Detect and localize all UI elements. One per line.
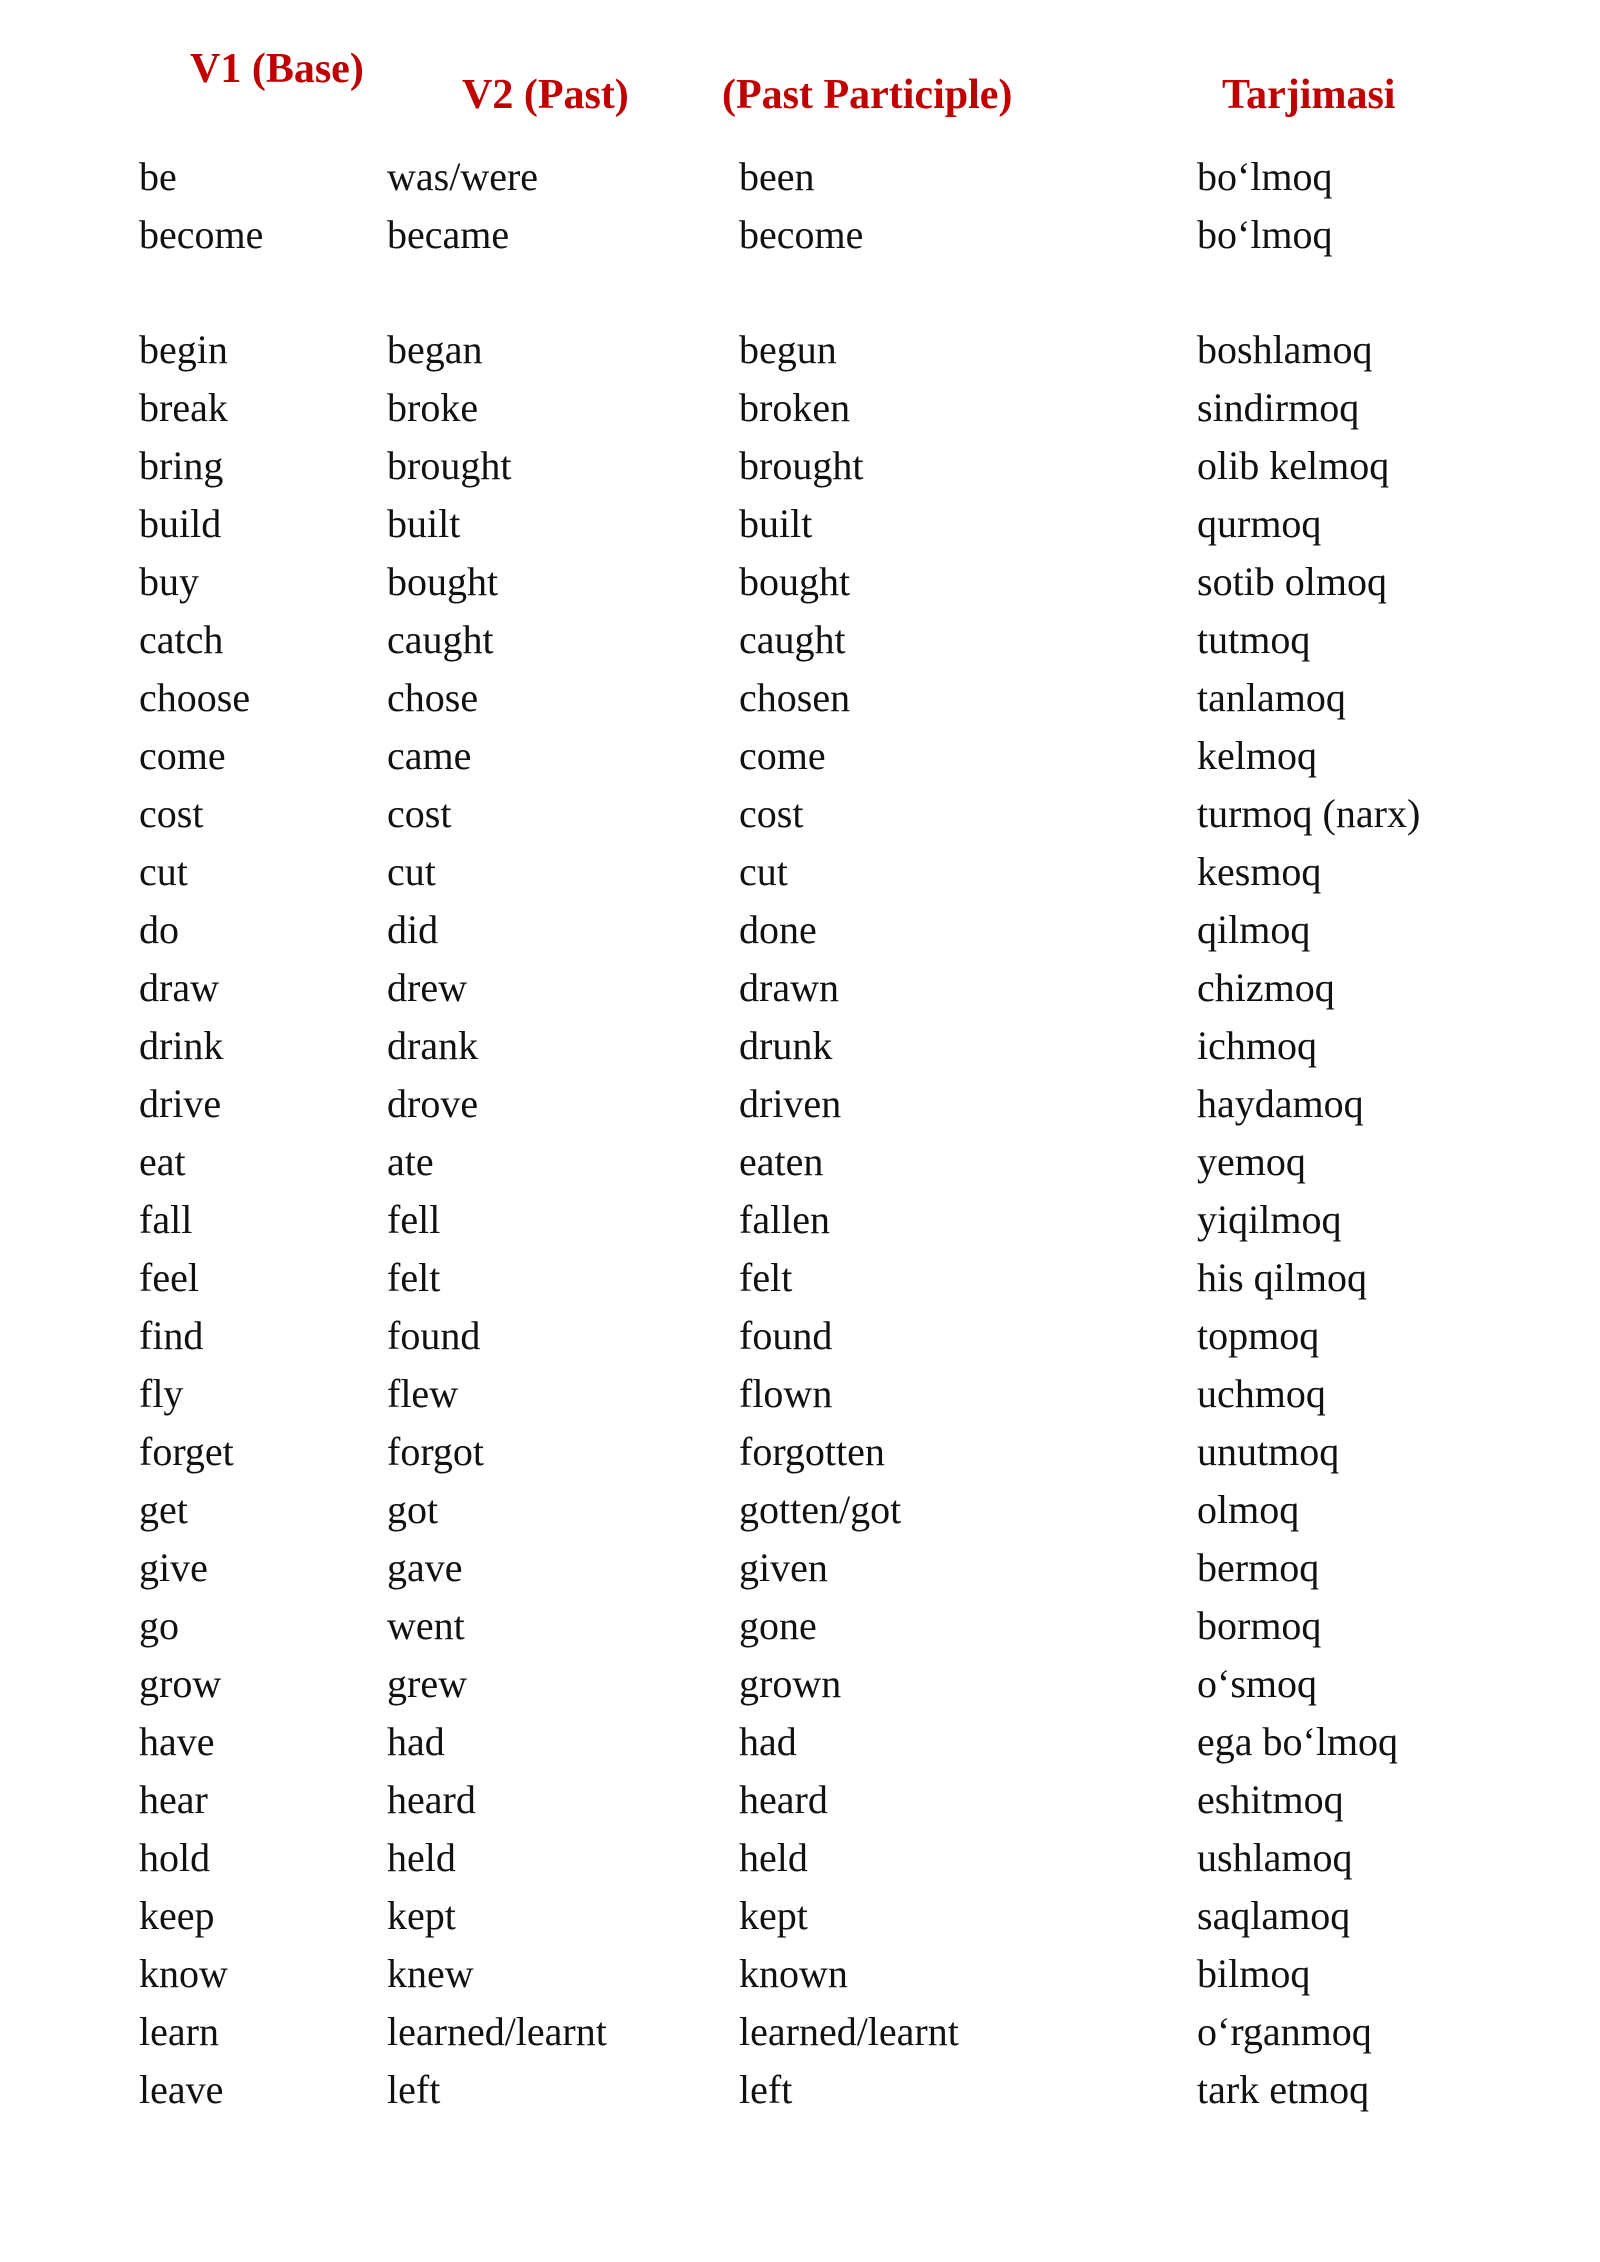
cell-past-participle: known: [739, 1951, 848, 1996]
cell-translation: tutmoq: [1197, 617, 1311, 662]
cell-past-participle: driven: [739, 1081, 842, 1126]
cell-past: grew: [387, 1661, 467, 1706]
cell-translation: tark etmoq: [1197, 2067, 1370, 2112]
cell-base: fall: [139, 1197, 193, 1242]
table-row: [0, 1191, 1600, 1249]
cell-past: forgot: [387, 1429, 485, 1474]
cell-past: came: [387, 733, 472, 778]
cell-translation: qilmoq: [1197, 907, 1311, 952]
cell-past-participle: come: [739, 733, 826, 778]
cell-past: left: [387, 2067, 441, 2112]
table-row: [0, 901, 1600, 959]
cell-past: caught: [387, 617, 494, 662]
cell-past: went: [387, 1603, 465, 1648]
table-row: [0, 1075, 1600, 1133]
cell-past-participle: had: [739, 1719, 797, 1764]
cell-base: do: [139, 907, 179, 952]
cell-translation: topmoq: [1197, 1313, 1320, 1358]
cell-translation: turmoq (narx): [1197, 791, 1421, 836]
cell-past: chose: [387, 675, 479, 720]
cell-translation: sindirmoq: [1197, 385, 1360, 430]
cell-base: cost: [139, 791, 204, 836]
cell-past-participle: given: [739, 1545, 828, 1590]
cell-translation: qurmoq: [1197, 501, 1322, 546]
table-row: [0, 1365, 1600, 1423]
cell-past: got: [387, 1487, 439, 1532]
cell-base: feel: [139, 1255, 199, 1300]
cell-base: know: [139, 1951, 228, 1996]
cell-past-participle: eaten: [739, 1139, 824, 1184]
cell-base: come: [139, 733, 226, 778]
cell-base: drink: [139, 1023, 224, 1068]
cell-base: get: [139, 1487, 188, 1532]
cell-past-participle: chosen: [739, 675, 851, 720]
cell-translation: chizmoq: [1197, 965, 1335, 1010]
cell-translation: yiqilmoq: [1197, 1197, 1342, 1242]
cell-past: began: [387, 327, 483, 372]
table-row: [0, 785, 1600, 843]
cell-base: buy: [139, 559, 199, 604]
cell-past-participle: brought: [739, 443, 864, 488]
cell-translation: bormoq: [1197, 1603, 1322, 1648]
cell-translation: saqlamoq: [1197, 1893, 1351, 1938]
cell-base: grow: [139, 1661, 222, 1706]
cell-base: be: [139, 154, 177, 199]
cell-base: draw: [139, 965, 219, 1010]
cell-base: keep: [139, 1893, 215, 1938]
cell-translation: eshitmoq: [1197, 1777, 1344, 1822]
cell-past-participle: flown: [739, 1371, 833, 1416]
cell-past-participle: forgotten: [739, 1429, 885, 1474]
cell-translation: yemoq: [1197, 1139, 1306, 1184]
cell-past: heard: [387, 1777, 476, 1822]
cell-base: cut: [139, 849, 188, 894]
cell-base: find: [139, 1313, 204, 1358]
cell-translation: kesmoq: [1197, 849, 1322, 894]
table-row: [0, 437, 1600, 495]
cell-past-participle: left: [739, 2067, 793, 2112]
cell-past-participle: caught: [739, 617, 846, 662]
table-row: [0, 2061, 1600, 2119]
cell-base: become: [139, 212, 264, 257]
cell-translation: o‘rganmoq: [1197, 2009, 1372, 2054]
table-row: [0, 727, 1600, 785]
cell-translation: ega bo‘lmoq: [1197, 1719, 1399, 1764]
cell-translation: olib kelmoq: [1197, 443, 1390, 488]
cell-past-participle: cost: [739, 791, 804, 836]
cell-translation: kelmoq: [1197, 733, 1317, 778]
cell-past: brought: [387, 443, 512, 488]
cell-base: eat: [139, 1139, 186, 1184]
cell-past-participle: gotten/got: [739, 1487, 902, 1532]
cell-past-participle: broken: [739, 385, 851, 430]
table-row: [0, 1771, 1600, 1829]
table-row: [0, 1133, 1600, 1191]
table-row: [0, 379, 1600, 437]
cell-past: became: [387, 212, 510, 257]
cell-past: knew: [387, 1951, 474, 1996]
cell-past: drew: [387, 965, 467, 1010]
cell-past-participle: bought: [739, 559, 851, 604]
cell-past-participle: kept: [739, 1893, 808, 1938]
cell-past-participle: felt: [739, 1255, 793, 1300]
cell-past: flew: [387, 1371, 459, 1416]
table-row: [0, 1423, 1600, 1481]
table-row: [0, 206, 1600, 264]
table-row: [0, 1249, 1600, 1307]
table-row: [0, 1597, 1600, 1655]
cell-past: held: [387, 1835, 456, 1880]
cell-base: give: [139, 1545, 208, 1590]
cell-past-participle: grown: [739, 1661, 842, 1706]
cell-past-participle: begun: [739, 327, 837, 372]
cell-past-participle: found: [739, 1313, 833, 1358]
cell-past: built: [387, 501, 461, 546]
cell-past-participle: been: [739, 154, 815, 199]
cell-past-participle: held: [739, 1835, 808, 1880]
cell-past-participle: done: [739, 907, 817, 952]
cell-past: drank: [387, 1023, 479, 1068]
cell-past: was/were: [387, 154, 539, 199]
table-row: [0, 611, 1600, 669]
cell-past-participle: fallen: [739, 1197, 831, 1242]
cell-base: hear: [139, 1777, 208, 1822]
table-row: [0, 1481, 1600, 1539]
cell-past: broke: [387, 385, 479, 430]
table-row: [0, 1829, 1600, 1887]
cell-past-participle: drunk: [739, 1023, 833, 1068]
table-row: [0, 1713, 1600, 1771]
cell-past-participle: heard: [739, 1777, 828, 1822]
cell-translation: bo‘lmoq: [1197, 154, 1333, 199]
table-row: [0, 843, 1600, 901]
cell-past: had: [387, 1719, 445, 1764]
table-row: [0, 553, 1600, 611]
cell-past: found: [387, 1313, 481, 1358]
table-row: [0, 2003, 1600, 2061]
cell-past: gave: [387, 1545, 463, 1590]
table-row: [0, 1017, 1600, 1075]
cell-past-participle: gone: [739, 1603, 817, 1648]
header-past: V2 (Past): [462, 72, 629, 118]
row-spacer: [0, 264, 1600, 321]
cell-base: have: [139, 1719, 215, 1764]
cell-past-participle: become: [739, 212, 864, 257]
cell-past-participle: built: [739, 501, 813, 546]
cell-translation: olmoq: [1197, 1487, 1300, 1532]
cell-translation: bo‘lmoq: [1197, 212, 1333, 257]
cell-translation: his qilmoq: [1197, 1255, 1368, 1300]
cell-base: forget: [139, 1429, 234, 1474]
cell-past: fell: [387, 1197, 441, 1242]
cell-past-participle: drawn: [739, 965, 839, 1010]
cell-translation: ichmoq: [1197, 1023, 1317, 1068]
cell-base: learn: [139, 2009, 219, 2054]
cell-past: kept: [387, 1893, 456, 1938]
cell-translation: tanlamoq: [1197, 675, 1346, 720]
table-row: [0, 1307, 1600, 1365]
cell-base: go: [139, 1603, 179, 1648]
cell-base: begin: [139, 327, 228, 372]
cell-base: leave: [139, 2067, 224, 2112]
table-row: [0, 148, 1600, 206]
cell-base: build: [139, 501, 222, 546]
table-row: [0, 1945, 1600, 2003]
cell-base: catch: [139, 617, 224, 662]
cell-translation: sotib olmoq: [1197, 559, 1388, 604]
header-translation: Tarjimasi: [1222, 72, 1396, 118]
table-row: [0, 495, 1600, 553]
table-row: [0, 959, 1600, 1017]
cell-past-participle: learned/learnt: [739, 2009, 959, 2054]
header-base: V1 (Base): [190, 46, 364, 92]
cell-translation: o‘smoq: [1197, 1661, 1317, 1706]
table-row: [0, 1539, 1600, 1597]
cell-translation: unutmoq: [1197, 1429, 1340, 1474]
table-row: [0, 1887, 1600, 1945]
cell-past: cost: [387, 791, 452, 836]
cell-base: drive: [139, 1081, 222, 1126]
table-row: [0, 669, 1600, 727]
header-past-participle: (Past Participle): [722, 72, 1013, 118]
cell-translation: bermoq: [1197, 1545, 1320, 1590]
cell-translation: bilmoq: [1197, 1951, 1311, 1996]
cell-base: fly: [139, 1371, 184, 1416]
cell-translation: uchmoq: [1197, 1371, 1326, 1416]
cell-past: did: [387, 907, 439, 952]
cell-past: bought: [387, 559, 499, 604]
cell-past: cut: [387, 849, 436, 894]
cell-past: learned/learnt: [387, 2009, 607, 2054]
cell-base: choose: [139, 675, 251, 720]
cell-translation: haydamoq: [1197, 1081, 1364, 1126]
cell-past: felt: [387, 1255, 441, 1300]
cell-past: drove: [387, 1081, 479, 1126]
cell-base: break: [139, 385, 228, 430]
cell-base: hold: [139, 1835, 211, 1880]
verb-table: [0, 148, 1600, 2119]
cell-past: ate: [387, 1139, 434, 1184]
cell-base: bring: [139, 443, 224, 488]
table-row: [0, 1655, 1600, 1713]
cell-translation: ushlamoq: [1197, 1835, 1353, 1880]
cell-past-participle: cut: [739, 849, 788, 894]
table-row: [0, 321, 1600, 379]
cell-translation: boshlamoq: [1197, 327, 1373, 372]
